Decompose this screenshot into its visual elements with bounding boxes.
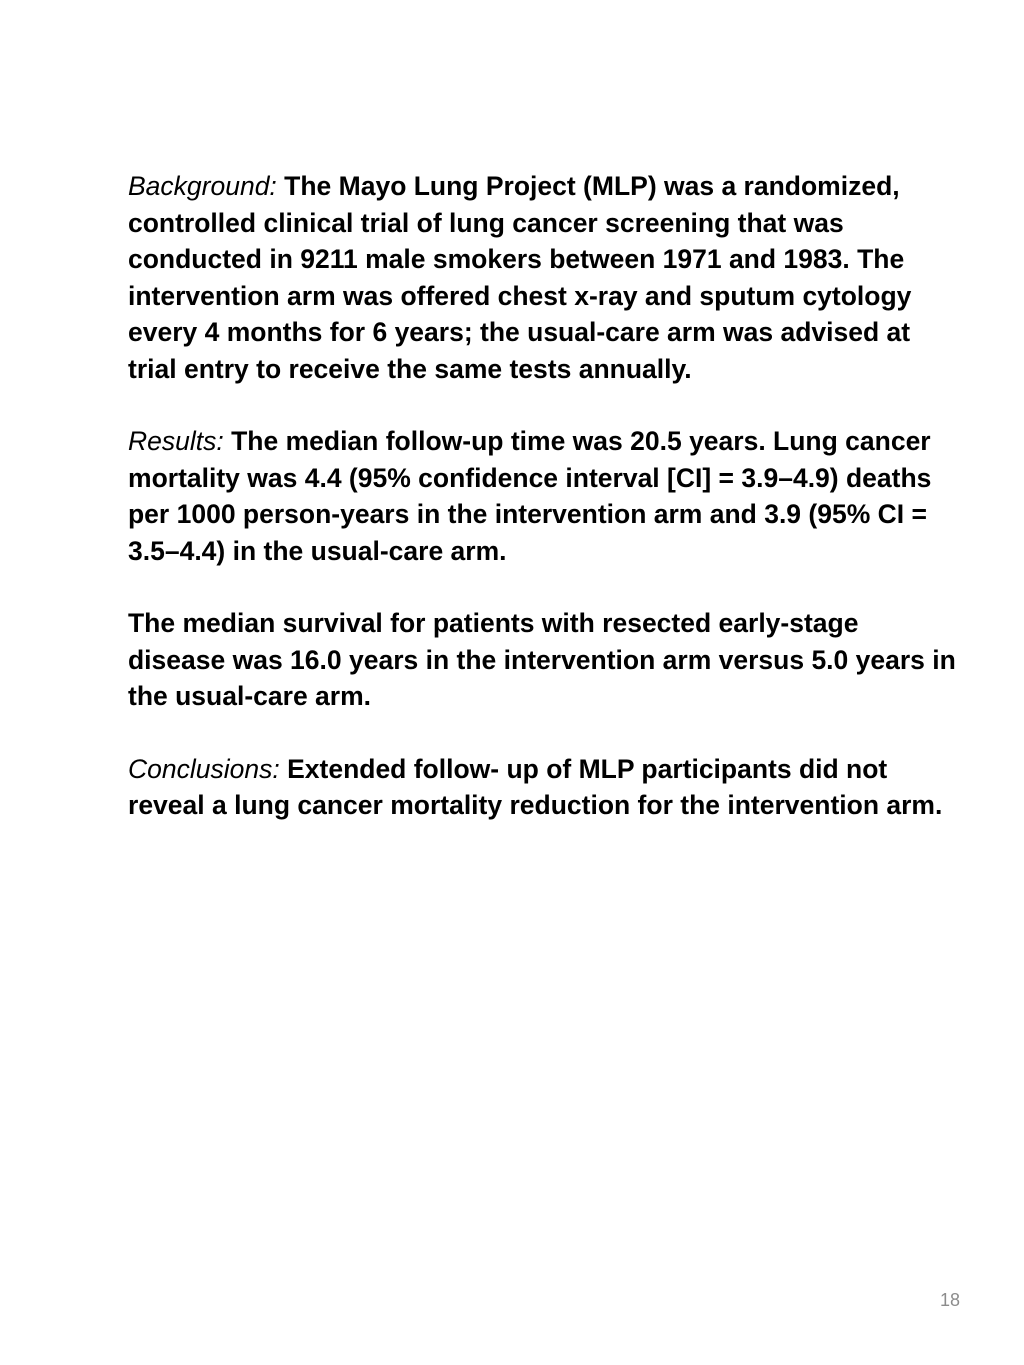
abstract-body bbox=[128, 168, 958, 860]
results-heading: Results: bbox=[128, 426, 224, 456]
conclusions-paragraph bbox=[128, 751, 958, 824]
results-text: The median follow-up time was 20.5 years. Lung cancer mortality was 4.4 (95% confidence interval [CI] = 3.9–4.9) deaths per 1000 person-years in the intervention arm and 3.9 (95% CI = 3.5–4.4) in the usual-care arm. bbox=[128, 426, 932, 566]
background-paragraph bbox=[128, 168, 958, 387]
survival-text: The median survival for patients with resected early-stage disease was 16.0 years in the intervention arm versus 5.0 years in the usual-care arm. bbox=[128, 608, 956, 711]
background-text: The Mayo Lung Project (MLP) was a randomized, controlled clinical trial of lung cancer screening that was conducted in 9211 male smokers between 1971 and 1983. The intervention arm was offered chest x-ray and sputum cytology every 4 months for 6 years; the usual-care arm was advised at trial entry to receive the same tests annually. bbox=[128, 171, 912, 384]
results-paragraph bbox=[128, 423, 958, 569]
background-heading: Background: bbox=[128, 171, 277, 201]
page-number: 18 bbox=[939, 1290, 961, 1310]
conclusions-text: Extended follow- up of MLP participants did not reveal a lung cancer mortality reduction for the intervention arm. bbox=[128, 753, 943, 820]
survival-paragraph bbox=[128, 605, 958, 715]
conclusions-heading: Conclusions: bbox=[128, 753, 280, 784]
